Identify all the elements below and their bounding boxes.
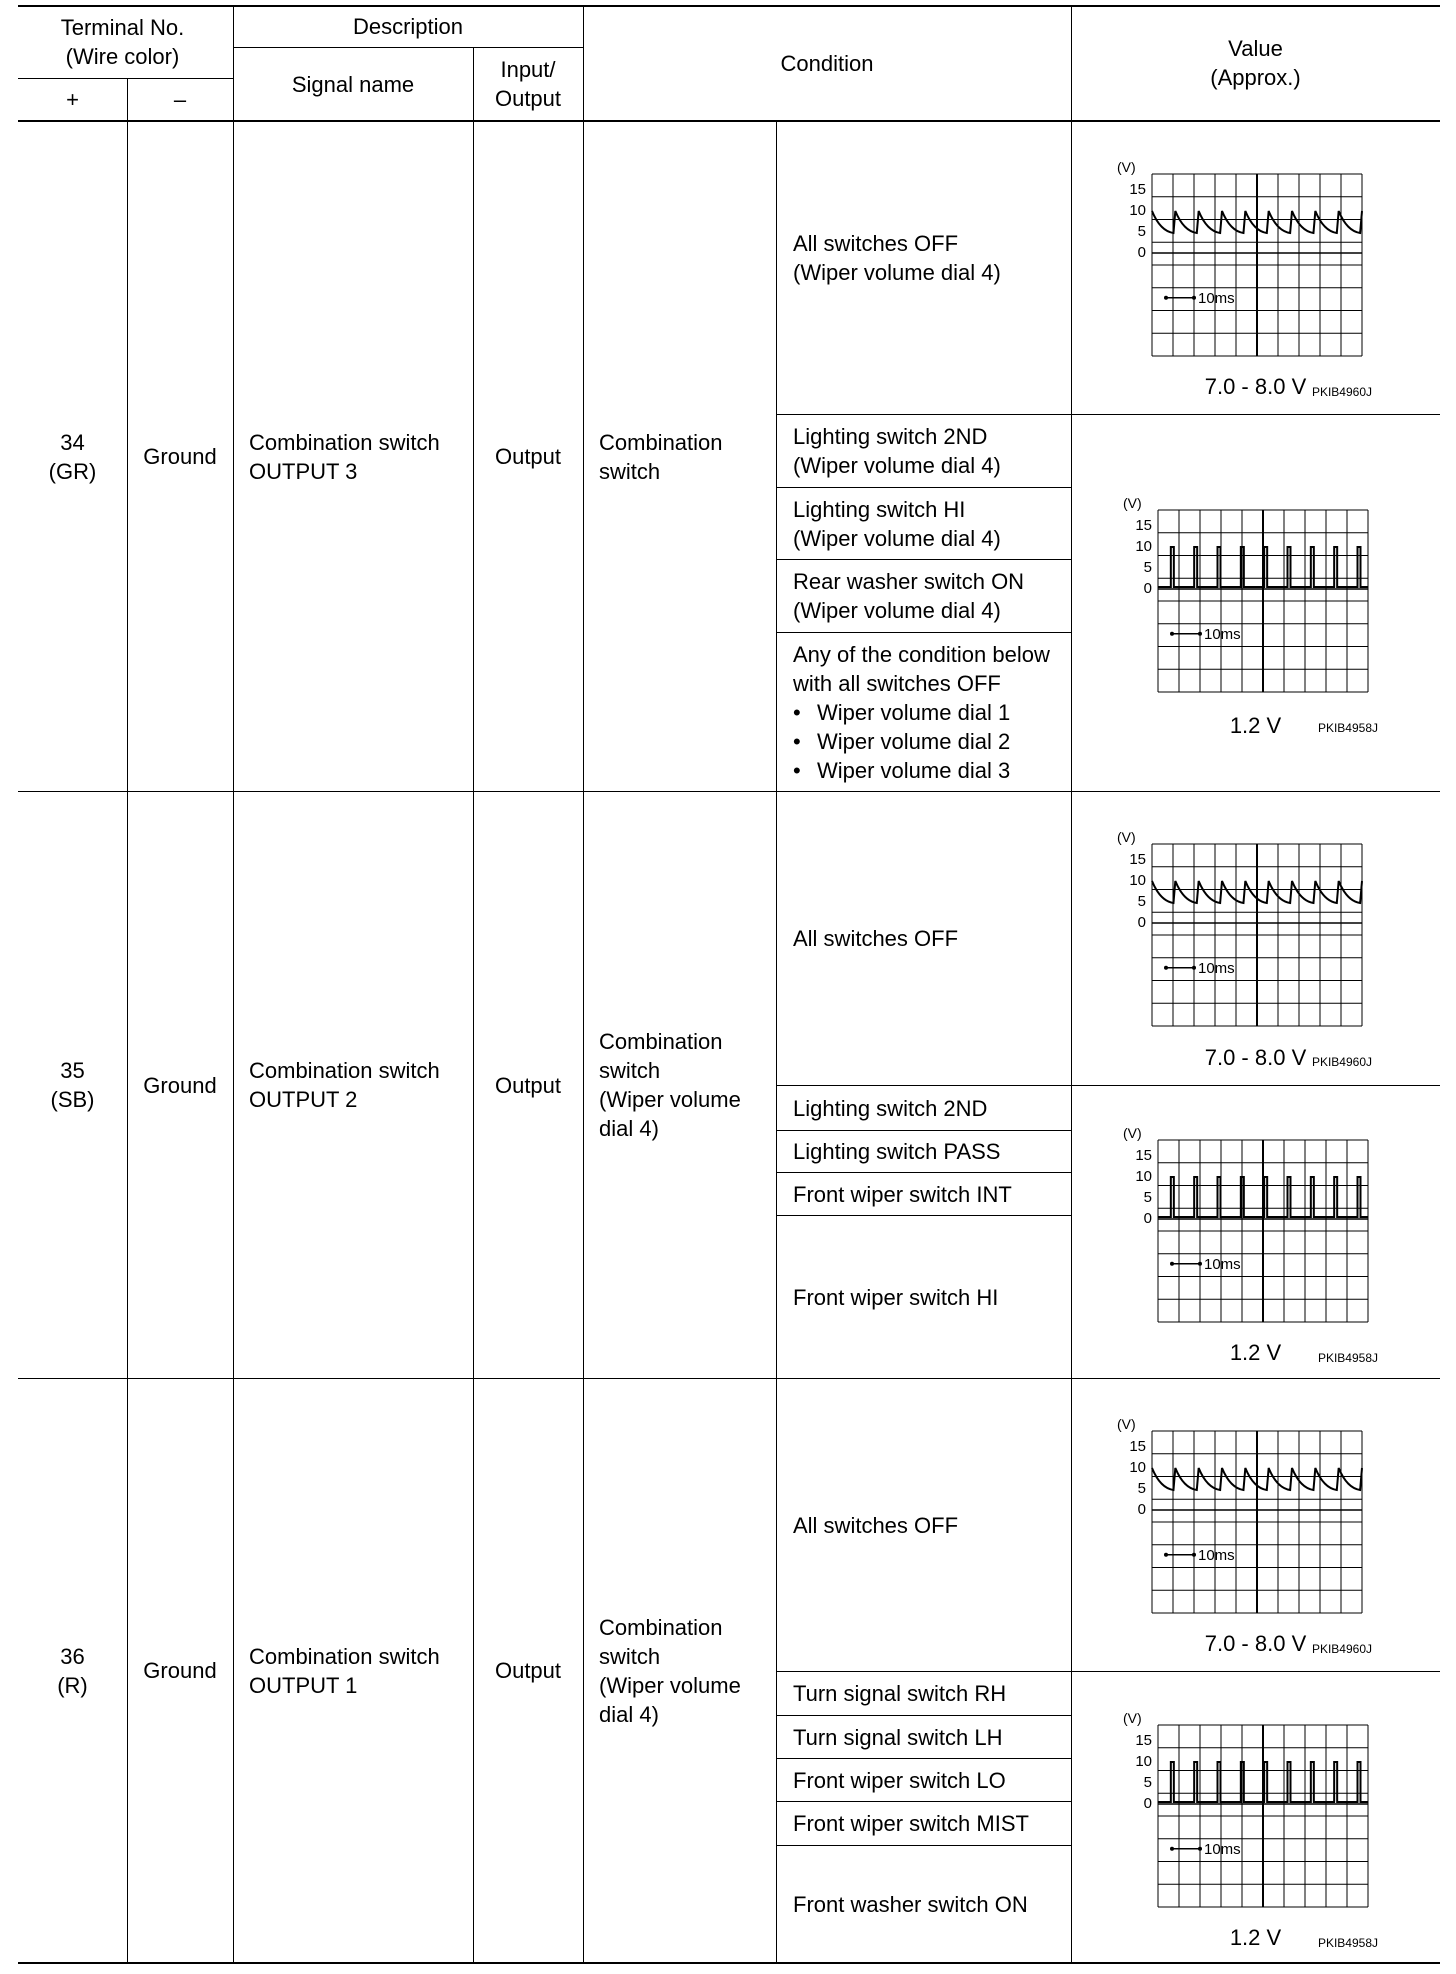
y-tick-label: 15 (1129, 851, 1146, 868)
y-tick-label: 15 (1135, 517, 1152, 534)
figure-code: PKIB4958J (1317, 721, 1378, 735)
condition-main: Combination switch (Wiper volume dial 4) (599, 1614, 741, 1727)
minus-header: – (173, 87, 187, 112)
value-text: 7.0 - 8.0 V (1204, 1045, 1307, 1070)
unit-label: (V) (1117, 159, 1136, 175)
terminal-number: 35 (60, 1058, 85, 1083)
y-tick-label: 15 (1129, 1438, 1146, 1455)
condition-item: Lighting switch PASS (793, 1139, 1001, 1164)
y-tick-label: 0 (1137, 244, 1146, 261)
bullet-item: • Wiper volume dial 2 (793, 727, 1010, 756)
y-tick-label: 0 (1143, 1795, 1152, 1812)
y-tick-label: 0 (1143, 580, 1152, 597)
time-label: 10ms (1204, 625, 1241, 643)
value-text: 1.2 V (1229, 1340, 1282, 1365)
ground-terminal: Ground (143, 444, 217, 469)
condition-item: Turn signal switch LH (793, 1724, 1003, 1750)
condition-item: All switches OFF (Wiper volume dial 4) (793, 231, 1001, 285)
y-tick-label: 5 (1143, 559, 1152, 576)
figure-code: PKIB4960J (1311, 1055, 1372, 1069)
bullet-item: • Wiper volume dial 1 (793, 698, 1010, 727)
y-tick-label: 5 (1137, 223, 1146, 240)
y-tick-label: 0 (1137, 914, 1146, 931)
terminal-no-label: Terminal No. (60, 15, 185, 40)
bullet-item: • Wiper volume dial 3 (793, 756, 1010, 785)
wire-color-label: (Wire color) (65, 44, 180, 69)
oscilloscope-chart (1118, 1126, 1398, 1372)
wire-color: (SB) (50, 1087, 95, 1112)
unit-label: (V) (1123, 1125, 1142, 1141)
terminal-35 (18, 792, 127, 1378)
oscilloscope-chart (1112, 1417, 1392, 1663)
time-label: 10ms (1198, 959, 1235, 977)
time-label: 10ms (1204, 1840, 1241, 1858)
condition-item: Front wiper switch MIST (793, 1811, 1029, 1836)
condition-item: Front wiper switch LO (793, 1767, 1006, 1793)
y-tick-label: 0 (1137, 1501, 1146, 1518)
value-text: 7.0 - 8.0 V (1204, 374, 1307, 399)
condition-header: Condition (780, 50, 874, 76)
input-output: Output (494, 444, 562, 469)
wire-color: (R) (57, 1672, 88, 1698)
time-label: 10ms (1198, 289, 1235, 307)
condition-main: Combination switch (Wiper volume dial 4) (599, 1029, 741, 1141)
input-output-header: Input/ Output (494, 57, 562, 111)
condition-item: Lighting switch HI (Wiper volume dial 4) (793, 496, 1001, 551)
terminal-number: 36 (60, 1643, 85, 1669)
unit-label: (V) (1123, 1710, 1142, 1726)
oscilloscope-chart (1112, 160, 1392, 406)
unit-label: (V) (1117, 829, 1136, 845)
value-text: 7.0 - 8.0 V (1204, 1631, 1307, 1656)
condition-item: All switches OFF (793, 926, 959, 951)
y-tick-label: 10 (1129, 1459, 1146, 1476)
y-tick-label: 10 (1129, 872, 1146, 889)
waveform-pulse (1118, 496, 1398, 742)
y-tick-label: 15 (1129, 181, 1146, 198)
input-output: Output (494, 1072, 562, 1098)
y-tick-label: 5 (1137, 1480, 1146, 1497)
terminal-34 (18, 122, 127, 791)
wire-color: (GR) (48, 458, 97, 484)
y-tick-label: 5 (1137, 893, 1146, 910)
rule (1071, 6, 1072, 1963)
value-text: 1.2 V (1229, 713, 1282, 738)
terminal-no-header (18, 6, 227, 78)
waveform-pulse (1118, 1711, 1398, 1957)
y-tick-label: 0 (1143, 1210, 1152, 1227)
condition-text: Any of the condition below with all switches OFF (793, 641, 1050, 696)
value-header (1071, 6, 1440, 120)
terminal-number: 34 (60, 429, 85, 455)
figure-code: PKIB4958J (1317, 1351, 1378, 1365)
condition-item: Turn signal switch RH (793, 1681, 1007, 1706)
condition-item: All switches OFF (793, 1512, 959, 1538)
y-tick-label: 15 (1135, 1732, 1152, 1749)
figure-code: PKIB4958J (1317, 1936, 1378, 1950)
input-output: Output (494, 1658, 562, 1683)
condition-item: Lighting switch 2ND (793, 1095, 988, 1121)
plus-header: + (66, 87, 79, 112)
waveform-pulse (1118, 1126, 1398, 1372)
figure-code: PKIB4960J (1311, 1642, 1372, 1656)
y-tick-label: 15 (1135, 1147, 1152, 1164)
terminal-36 (18, 1379, 127, 1962)
approx-label: (Approx.) (1210, 65, 1301, 90)
y-tick-label: 10 (1135, 1753, 1152, 1770)
unit-label: (V) (1123, 495, 1142, 511)
waveform-sawtooth (1112, 1417, 1392, 1663)
unit-label: (V) (1117, 1416, 1136, 1432)
y-tick-label: 10 (1129, 202, 1146, 219)
y-tick-label: 10 (1135, 538, 1152, 555)
signal-name-header: Signal name (291, 71, 415, 97)
y-tick-label: 10 (1135, 1168, 1152, 1185)
oscilloscope-chart (1112, 830, 1392, 1076)
figure-code: PKIB4960J (1311, 385, 1372, 399)
time-label: 10ms (1204, 1255, 1241, 1273)
oscilloscope-chart (1118, 496, 1398, 742)
value-text: 1.2 V (1229, 1925, 1282, 1950)
signal-name: Combination switch OUTPUT 3 (249, 429, 440, 484)
ground-terminal: Ground (143, 1658, 217, 1683)
condition-item-list (777, 633, 1071, 791)
signal-name: Combination switch OUTPUT 1 (249, 1643, 440, 1698)
rule (18, 1962, 1440, 1964)
time-label: 10ms (1198, 1546, 1235, 1564)
waveform-sawtooth (1112, 830, 1392, 1076)
value-label: Value (1228, 36, 1283, 61)
condition-item: Front wiper switch INT (793, 1181, 1012, 1207)
y-tick-label: 5 (1143, 1774, 1152, 1791)
description-header: Description (352, 14, 464, 39)
condition-main: Combination switch (599, 429, 723, 484)
condition-item: Front washer switch ON (793, 1891, 1028, 1917)
y-tick-label: 5 (1143, 1189, 1152, 1206)
condition-item: Rear washer switch ON (Wiper volume dial 4) (793, 569, 1025, 623)
ground-terminal: Ground (143, 1072, 217, 1098)
condition-item: Lighting switch 2ND (Wiper volume dial 4) (793, 424, 1001, 478)
signal-name: Combination switch OUTPUT 2 (249, 1058, 440, 1112)
waveform-sawtooth (1112, 160, 1392, 406)
oscilloscope-chart (1118, 1711, 1398, 1957)
condition-item: Front wiper switch HI (793, 1284, 999, 1310)
